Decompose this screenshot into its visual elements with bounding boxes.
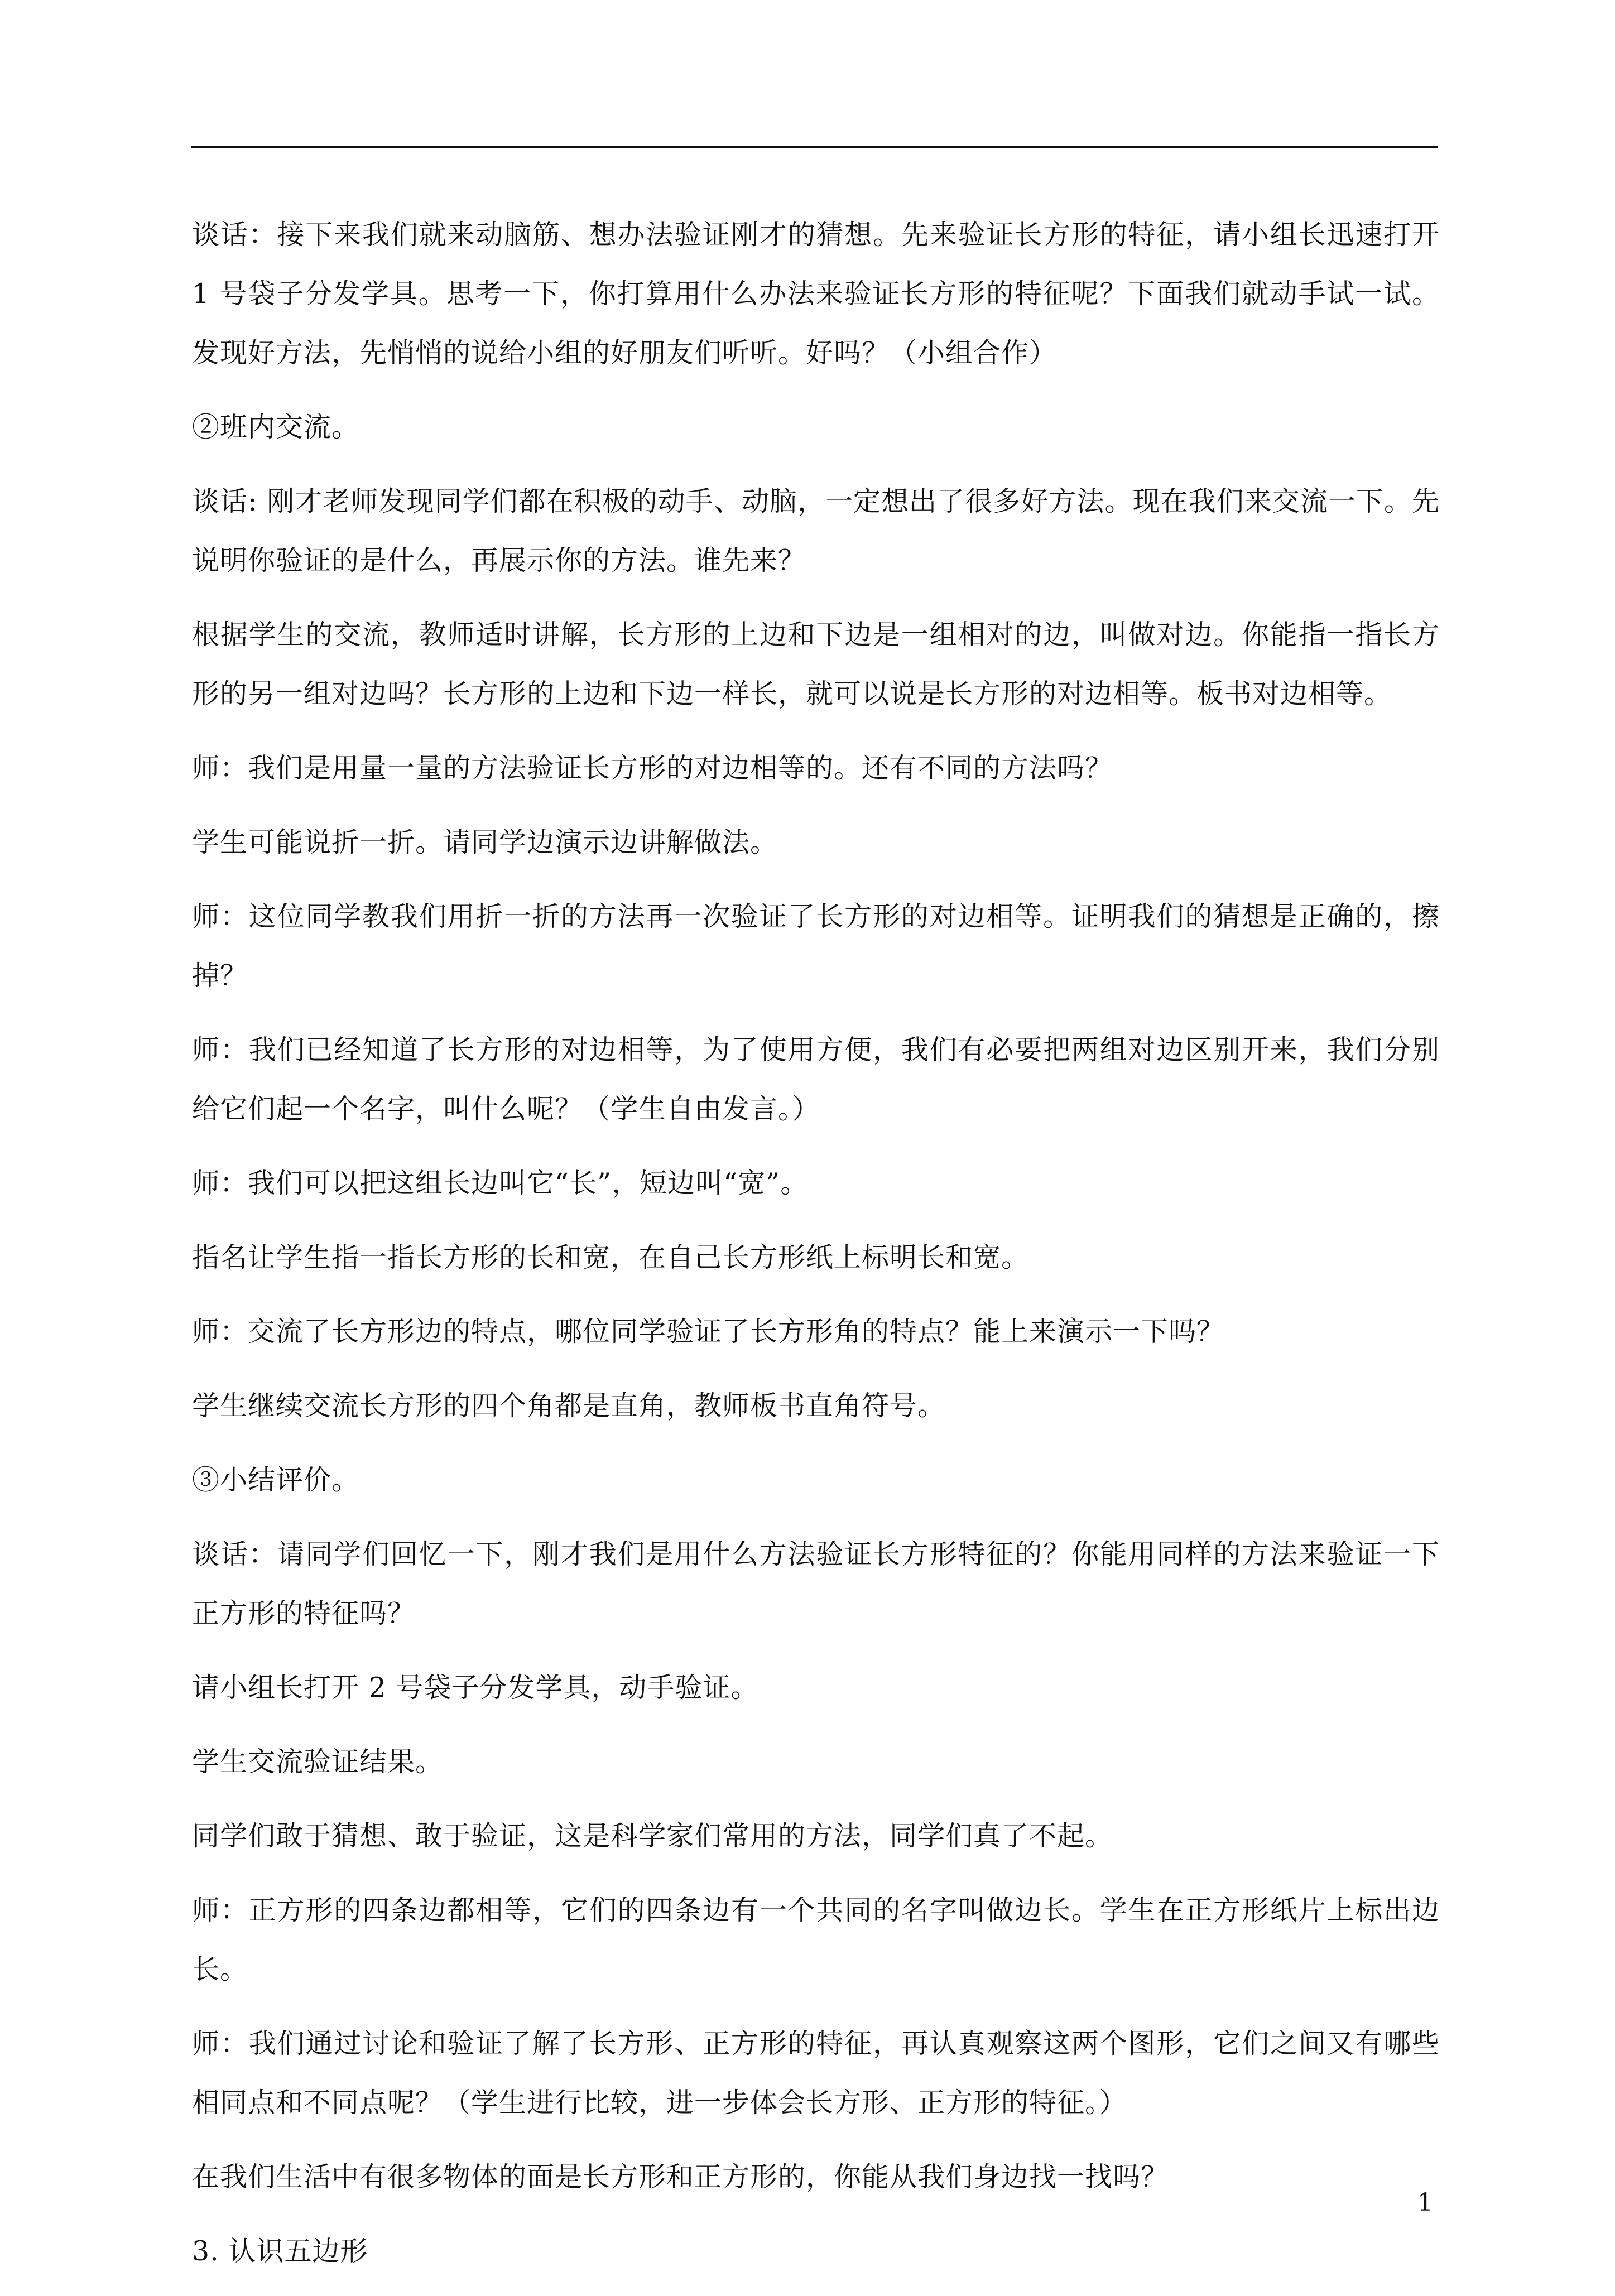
paragraph: 师：我们可以把这组长边叫它“长”，短边叫“宽”。 xyxy=(192,1167,809,1199)
paragraph: 师：我们是用量一量的方法验证长方形的对边相等的。还有不同的方法吗？ xyxy=(192,752,1113,784)
paragraph: 指名让学生指一指长方形的长和宽，在自己长方形纸上标明长和宽。 xyxy=(192,1241,1030,1273)
paragraph: ②班内交流。 xyxy=(192,411,360,443)
paragraph: 师：我们已经知道了长方形的对边相等，为了使用方便，我们有必要把两组对边区别开来，我们分别给它们起一个名字，叫什么呢？（学生自由发言。） xyxy=(192,1034,1440,1125)
paragraph: 师：我们通过讨论和验证了解了长方形、正方形的特征，再认真观察这两个图形，它们之间又有哪些相同点和不同点呢？（学生进行比较，进一步体会长方形、正方形的特征。） xyxy=(192,2028,1440,2119)
paragraph: 谈话：接下来我们就来动脑筋、想办法验证刚才的猜想。先来验证长方形的特征，请小组长迅速打开 1 号袋子分发学具。思考一下，你打算用什么办法来验证长方形的特征呢？下面我们就动手试一试。发现好方法，先悄悄的说给小组的好朋友们听听。好吗？（小组合作） xyxy=(192,219,1440,369)
paragraph: ③小结评价。 xyxy=(192,1464,360,1496)
header-rule xyxy=(191,146,1438,148)
paragraph: 同学们敢于猜想、敢于验证，这是科学家们常用的方法，同学们真了不起。 xyxy=(192,1820,1113,1852)
paragraph: 根据学生的交流，教师适时讲解，长方形的上边和下边是一组相对的边，叫做对边。你能指一指长方形的另一组对边吗？长方形的上边和下边一样长，就可以说是长方形的对边相等。板书对边相等。 xyxy=(192,619,1440,710)
document-body xyxy=(192,205,1440,2296)
paragraph: 学生可能说折一折。请同学边演示边讲解做法。 xyxy=(192,826,778,858)
paragraph: 谈话：请同学们回忆一下，刚才我们是用什么方法验证长方形特征的？你能用同样的方法来验证一下正方形的特征吗？ xyxy=(192,1538,1440,1629)
paragraph: 师：交流了长方形边的特点，哪位同学验证了长方形角的特点？能上来演示一下吗？ xyxy=(192,1316,1225,1347)
paragraph: 学生继续交流长方形的四个角都是直角，教师板书直角符号。 xyxy=(192,1390,946,1422)
paragraph: 请小组长打开 2 号袋子分发学具，动手验证。 xyxy=(192,1672,759,1703)
paragraph: 在我们生活中有很多物体的面是长方形和正方形的，你能从我们身边找一找吗？ xyxy=(192,2161,1169,2193)
paragraph: 学生交流验证结果。 xyxy=(192,1746,444,1778)
paragraph: 师：正方形的四条边都相等，它们的四条边有一个共同的名字叫做边长。学生在正方形纸片上标出边长。 xyxy=(192,1894,1440,1985)
section-heading: 3. 认识五边形 xyxy=(192,2235,368,2267)
page-number: 1 xyxy=(1417,2188,1433,2217)
paragraph: 师：这位同学教我们用折一折的方法再一次验证了长方形的对边相等。证明我们的猜想是正确的，擦掉？ xyxy=(192,901,1440,991)
paragraph: 谈话: 刚才老师发现同学们都在积极的动手、动脑，一定想出了很多好方法。现在我们来交流一下。先说明你验证的是什么，再展示你的方法。谁先来？ xyxy=(192,485,1440,576)
